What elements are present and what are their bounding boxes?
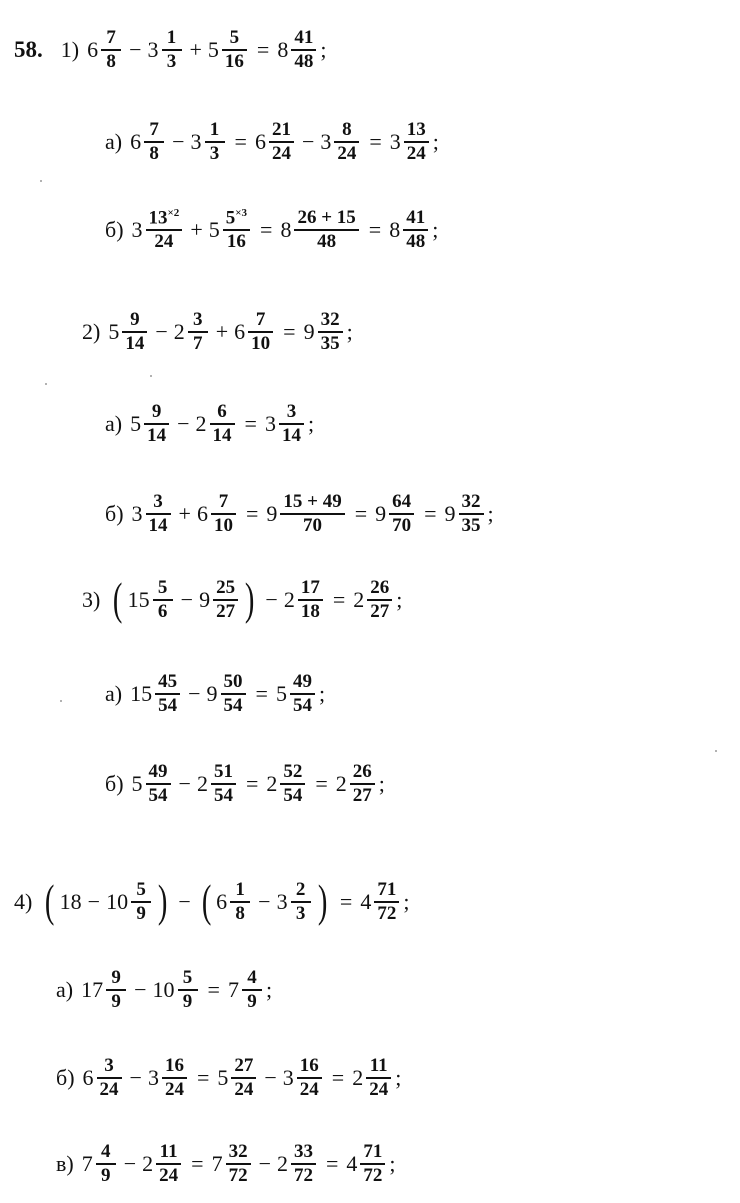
mixed-number: 3 $\frac{16}{24}$ [148,1056,189,1100]
mixed-number: 10 $\frac{5}{9}$ [153,968,200,1012]
equals-sign: = [244,410,257,436]
fraction: $\frac{51}{54}$ [211,762,236,806]
mixed-number: 5 $\frac{27}{24}$ [217,1056,258,1100]
fraction: $\frac{32}{72}$ [226,1142,251,1186]
fraction: $\frac{8}{24}$ [334,120,359,164]
fraction: $\frac{25}{27}$ [213,578,238,622]
mixed-number: 9 $\frac{25}{27}$ [199,578,240,622]
mixed-number: 6 $\frac{3}{24}$ [83,1056,124,1100]
mixed-number: 6 $\frac{21}{24}$ [255,120,296,164]
fraction: $\frac{52}{54}$ [280,762,305,806]
step-label-b: б) [105,770,124,796]
task-4-step-a [56,968,272,1012]
left-paren: ( [45,875,55,927]
fraction: $\frac{3}{7}$ [188,310,208,354]
equals-sign: = [369,128,382,154]
step-label-b: б) [105,500,124,526]
plus-sign: + [190,216,203,242]
semicolon: ; [432,128,439,154]
exercise-number: 58. [14,37,43,63]
equals-sign: = [325,1150,339,1176]
minus-sign: − [188,680,201,706]
mixed-number: 3 $\frac{13^{\times 2}}{24}$ [132,208,185,252]
fraction: $\frac{3}{24}$ [97,1056,122,1100]
fraction: $\frac{5}{16}$ [222,28,247,72]
mixed-number: 3 $\frac{2}{3}$ [277,880,313,924]
fraction: $\frac{49}{54}$ [290,672,315,716]
equals-sign: = [234,128,247,154]
fraction: $\frac{9}{14}$ [122,310,147,354]
numerator-with-multiplier: $13^{\times 2}$ [148,207,180,229]
task-2-label: 2) [82,318,101,344]
semicolon: ; [346,318,353,344]
mixed-number: 5 $\frac{5}{16}$ [208,28,249,72]
minus-sign: − [180,586,194,612]
task-4-main-line [14,875,410,927]
minus-sign: − [87,888,101,914]
semicolon: ; [318,680,326,706]
fraction: $\frac{26}{27}$ [367,578,392,622]
fraction: $\frac{7}{10}$ [211,492,236,536]
mixed-number: 7 $\frac{4}{9}$ [228,968,264,1012]
fraction: $\frac{13}{24}$ [404,120,429,164]
fraction: $\frac{49}{54}$ [146,762,171,806]
mixed-number: 15 $\frac{45}{54}$ [130,672,182,716]
fraction: $\frac{4}{9}$ [242,968,262,1012]
minus-sign: − [123,1150,137,1176]
fraction: $\frac{2}{3}$ [291,880,311,924]
mixed-number: 3 $\frac{16}{24}$ [283,1056,324,1100]
equals-sign: = [191,1150,204,1176]
fraction: $\frac{45}{54}$ [155,672,180,716]
equals-sign: = [256,36,270,62]
semicolon: ; [320,36,327,62]
minus-sign: − [258,888,271,914]
task-3-main-line [82,573,403,625]
minus-sign: − [172,128,185,154]
equals-sign: = [196,1064,210,1090]
fraction: $\frac{7}{8}$ [101,28,121,72]
minus-sign: − [177,410,190,436]
task-2-main-line [82,310,353,354]
mixed-number: 10 $\frac{5}{9}$ [106,880,153,924]
mixed-number: 6 $\frac{7}{10}$ [234,310,275,354]
speck [150,375,152,377]
equals-sign: = [283,318,296,344]
task-1-step-a [105,120,439,164]
multiplier-superscript: ×3 [235,207,248,219]
mixed-number: 7 $\frac{32}{72}$ [212,1142,253,1186]
mixed-number: 6 $\frac{7}{10}$ [197,492,238,536]
task-2-step-b [105,492,494,536]
fraction: $\frac{1}{3}$ [205,120,225,164]
equals-sign: = [331,1064,345,1090]
fraction: $\frac{13^{\times 2}}{24}$ [146,208,183,252]
minus-sign: − [178,888,191,914]
task-4-step-b [56,1056,401,1100]
semicolon: ; [487,500,494,526]
fraction: $\frac{71}{72}$ [374,880,399,924]
mixed-number: 3 $\frac{1}{3}$ [148,28,184,72]
mixed-number: 2 $\frac{33}{72}$ [277,1142,318,1186]
task-3-step-b [105,762,385,806]
plus-sign: + [178,500,191,526]
fraction: $\frac{27}{24}$ [231,1056,256,1100]
mixed-number: 9 $\frac{15 + 49}{70}$ [266,492,346,536]
fraction: $\frac{15 + 49}{70}$ [280,492,344,536]
mixed-number: 17 $\frac{9}{9}$ [81,968,128,1012]
fraction: $\frac{16}{24}$ [297,1056,322,1100]
fraction: $\frac{4}{9}$ [96,1142,116,1186]
minus-sign: − [301,128,315,154]
mixed-number: 9 $\frac{32}{35}$ [304,310,345,354]
mixed-number: 9 $\frac{64}{70}$ [375,492,416,536]
mixed-number: 6 $\frac{7}{8}$ [130,120,166,164]
semicolon: ; [389,1150,396,1176]
mixed-number: 5 $\frac{9}{14}$ [108,310,149,354]
fraction: $\frac{16}{24}$ [162,1056,187,1100]
speck [45,383,47,385]
mixed-number: 8 $\frac{41}{48}$ [277,28,318,72]
mixed-number: 2 $\frac{6}{14}$ [196,402,237,446]
integer: 18 [59,888,82,914]
fraction: $\frac{1}{3}$ [162,28,182,72]
task-4-step-v [56,1142,396,1186]
step-label-a: а) [56,976,74,1002]
fraction: $\frac{3}{14}$ [279,402,304,446]
equals-sign: = [332,586,346,612]
step-label-a: а) [105,680,123,706]
equals-sign: = [260,216,273,242]
mixed-number: 3 $\frac{8}{24}$ [320,120,361,164]
minus-sign: − [265,586,278,612]
mixed-number: 3 $\frac{13}{24}$ [390,120,431,164]
left-paren: ( [113,573,123,625]
task-1-step-b [105,208,438,252]
mixed-number: 15 $\frac{5}{6}$ [128,578,175,622]
minus-sign: − [134,976,147,1002]
mixed-number: 2 $\frac{52}{54}$ [266,762,307,806]
mixed-number: 4 $\frac{71}{72}$ [346,1142,387,1186]
plus-sign: + [189,36,202,62]
fraction: $\frac{5}{6}$ [153,578,173,622]
mixed-number: 8 $\frac{26 + 15}{48}$ [280,208,360,252]
task-1-label: 1) [60,36,80,62]
mixed-number: 6 $\frac{7}{8}$ [87,28,123,72]
mixed-number: 9 $\frac{32}{35}$ [445,492,486,536]
minus-sign: − [155,318,168,344]
task-3-step-a [105,672,325,716]
step-label-a: а) [105,410,123,436]
mixed-number: 3 $\frac{1}{3}$ [191,120,227,164]
step-label-b: б) [105,216,124,242]
mixed-number: 2 $\frac{11}{24}$ [142,1142,183,1186]
fraction: $\frac{71}{72}$ [360,1142,385,1186]
step-label-a: а) [105,128,123,154]
task-1-main-line [14,28,326,72]
fraction: $\frac{6}{14}$ [210,402,235,446]
task-2-step-a [105,402,314,446]
mixed-number: 3 $\frac{3}{14}$ [132,492,173,536]
fraction: $\frac{64}{70}$ [389,492,414,536]
minus-sign: − [129,1064,142,1090]
fraction: $\frac{9}{14}$ [144,402,169,446]
step-label-v: в) [56,1150,74,1176]
semicolon: ; [307,410,315,436]
equals-sign: = [368,216,382,242]
speck [715,750,717,752]
mixed-number: 4 $\frac{71}{72}$ [360,880,401,924]
fraction: $\frac{32}{35}$ [459,492,484,536]
fraction: $\frac{17}{18}$ [298,578,323,622]
fraction: $\frac{9}{9}$ [106,968,126,1012]
mixed-number: 5 $\frac{49}{54}$ [132,762,173,806]
task-3-label: 3) [82,586,101,612]
equals-sign: = [245,770,259,796]
minus-sign: − [178,770,191,796]
numerator-with-multiplier: $5^{\times 3}$ [225,207,248,229]
semicolon: ; [395,1064,402,1090]
equals-sign: = [339,888,353,914]
mixed-number: 2 $\frac{17}{18}$ [284,578,325,622]
fraction: $\frac{21}{24}$ [269,120,294,164]
semicolon: ; [378,770,385,796]
speck [40,180,42,182]
mixed-number: 2 $\frac{3}{7}$ [174,310,210,354]
equals-sign: = [424,500,437,526]
mixed-number: 2 $\frac{26}{27}$ [353,578,394,622]
fraction: $\frac{5}{9}$ [131,880,151,924]
fraction: $\frac{3}{14}$ [146,492,171,536]
fraction: $\frac{26 + 15}{48}$ [294,208,358,252]
mixed-number: 2 $\frac{11}{24}$ [352,1056,393,1100]
fraction: $\frac{7}{10}$ [248,310,273,354]
equals-sign: = [255,680,268,706]
fraction: $\frac{11}{24}$ [366,1056,391,1100]
step-label-b: б) [56,1064,75,1090]
fraction: $\frac{5}{9}$ [178,968,198,1012]
fraction: $\frac{33}{72}$ [291,1142,316,1186]
fraction: $\frac{26}{27}$ [350,762,375,806]
task-4-label: 4) [14,888,33,914]
mixed-number: 9 $\frac{50}{54}$ [207,672,248,716]
equals-sign: = [354,500,368,526]
equals-sign: = [245,500,259,526]
fraction: $\frac{5^{\times 3}}{16}$ [223,208,250,252]
semicolon: ; [432,216,439,242]
mixed-number: 7 $\frac{4}{9}$ [82,1142,118,1186]
mixed-number: 5 $\frac{5^{\times 3}}{16}$ [209,208,252,252]
equals-sign: = [207,976,220,1002]
mixed-number: 6 $\frac{1}{8}$ [216,880,252,924]
left-paren: ( [201,875,212,927]
mixed-number: 5 $\frac{49}{54}$ [276,672,317,716]
right-paren: ) [157,875,168,927]
equals-sign: = [315,770,328,796]
right-paren: ) [317,875,327,927]
minus-sign: − [258,1150,271,1176]
fraction: $\frac{11}{24}$ [156,1142,181,1186]
minus-sign: − [264,1064,277,1090]
mixed-number: 5 $\frac{9}{14}$ [130,402,171,446]
fraction: $\frac{32}{35}$ [318,310,343,354]
minus-sign: − [129,36,142,62]
mixed-number: 2 $\frac{51}{54}$ [197,762,238,806]
plus-sign: + [215,318,229,344]
fraction: $\frac{1}{8}$ [230,880,250,924]
fraction: $\frac{7}{8}$ [144,120,164,164]
mixed-number: 2 $\frac{26}{27}$ [336,762,377,806]
speck [60,700,62,702]
semicolon: ; [396,586,403,612]
semicolon: ; [403,888,410,914]
mixed-number: 3 $\frac{3}{14}$ [265,402,306,446]
fraction: $\frac{50}{54}$ [221,672,246,716]
multiplier-superscript: ×2 [167,207,180,219]
semicolon: ; [265,976,273,1002]
fraction: $\frac{41}{48}$ [403,208,428,252]
mixed-number: 8 $\frac{41}{48}$ [389,208,430,252]
fraction: $\frac{41}{48}$ [291,28,316,72]
right-paren: ) [244,573,255,625]
